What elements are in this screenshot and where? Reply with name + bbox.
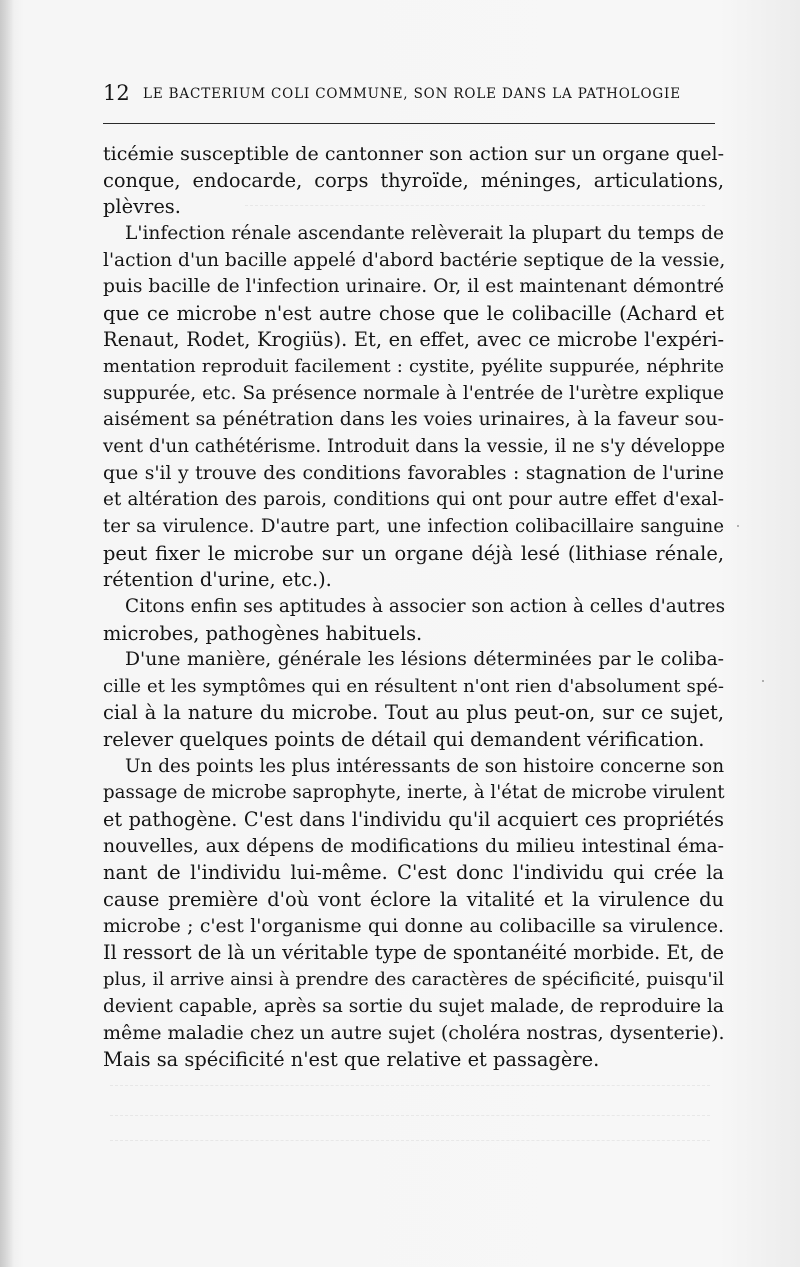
text-line: relever quelques points de détail qui demandent vérification. xyxy=(103,728,705,752)
text-line: microbe ; c'est l'organisme qui donne au colibacille sa virulence. xyxy=(103,915,724,937)
text-line: cause première d'où vont éclore la vitalité et la virulence du xyxy=(103,887,724,911)
running-header xyxy=(103,80,723,104)
text-line: suppurée, etc. Sa présence normale à l'entrée de l'urètre explique xyxy=(103,382,724,404)
text-line: cille et les symptômes qui en résultent n'ont rien d'absolument spé- xyxy=(103,675,724,697)
text-line: mentation reproduit facilement : cystite, pyélite suppurée, néphrite xyxy=(103,356,724,378)
paper-speck xyxy=(737,525,739,527)
show-through-mark xyxy=(110,1115,710,1117)
page-gutter-shadow xyxy=(0,0,14,1267)
text-line: nouvelles, aux dépens de modifications du milieu intestinal éma- xyxy=(103,835,724,857)
text-line: rétention d'urine, etc.). xyxy=(103,568,332,592)
running-head-title: LE BACTERIUM COLI COMMUNE, SON ROLE DANS LA PATHOLOGIE xyxy=(143,86,681,102)
header-rule xyxy=(103,123,715,124)
text-line: Un des points les plus intéressants de son histoire concerne son xyxy=(125,755,725,777)
text-line: Renaut, Rodet, Krogiüs). Et, en effet, avec ce microbe l'expéri- xyxy=(103,328,724,352)
text-line: même maladie chez un autre sujet (choléra nostras, dysenterie). xyxy=(103,1022,725,1045)
text-line: D'une manière, générale les lésions déterminées par le coliba- xyxy=(125,649,724,671)
text-line: Il ressort de là un véritable type de spontanéité morbide. Et, de xyxy=(103,941,724,965)
text-line: et pathogène. C'est dans l'individu qu'il acquiert ces propriétés xyxy=(103,808,724,832)
body-text xyxy=(103,141,724,1073)
text-line: microbes, pathogènes habituels. xyxy=(103,621,423,645)
text-line: que ce microbe n'est autre chose que le colibacille (Achard et xyxy=(103,301,724,325)
text-line: ter sa virulence. D'autre part, une infection colibacillaire sanguine xyxy=(103,515,724,537)
text-line: que s'il y trouve des conditions favorables : stagnation de l'urine xyxy=(103,462,724,484)
text-line: Citons enfin ses aptitudes à associer son action à celles d'autres xyxy=(125,595,726,617)
text-line: L'infection rénale ascendante relèverait la plupart du temps de xyxy=(125,222,724,244)
text-line: plus, il arrive ainsi à prendre des caractères de spécificité, puisqu'il xyxy=(103,968,724,990)
text-line: et altération des parois, conditions qui ont pour autre effet d'exal- xyxy=(103,489,724,511)
text-line: ticémie susceptible de cantonner son action sur un organe quel- xyxy=(103,143,724,165)
text-line: vent d'un cathétérisme. Introduit dans la vessie, il ne s'y développe xyxy=(103,436,726,458)
text-line: nant de l'individu lui-même. C'est donc l'individu qui crée la xyxy=(103,861,724,885)
text-line: Mais sa spécificité n'est que relative et passagère. xyxy=(103,1047,600,1071)
page-number: 12 xyxy=(103,81,130,105)
text-line: devient capable, après sa sortie du sujet malade, de reproduire la xyxy=(103,995,724,1017)
text-line: puis bacille de l'infection urinaire. Or, il est maintenant démontré xyxy=(103,276,724,298)
text-line: conque, endocarde, corps thyroïde, méninges, articulations, xyxy=(103,168,724,192)
text-line: plèvres. xyxy=(103,195,181,219)
text-line: peut fixer le microbe sur un organe déjà lesé (lithiase rénale, xyxy=(103,541,724,565)
text-line: l'action d'un bacille appelé d'abord bactérie septique de la vessie, xyxy=(103,249,726,271)
paper-speck xyxy=(762,680,764,682)
show-through-mark xyxy=(110,1140,710,1142)
text-line: cial à la nature du microbe. Tout au plus peut-on, sur ce sujet, xyxy=(103,701,724,725)
show-through-mark xyxy=(110,1085,710,1087)
text-line: passage de microbe saprophyte, inerte, à l'état de microbe virulent xyxy=(103,782,725,804)
text-line: aisément sa pénétration dans les voies urinaires, à la faveur sou- xyxy=(103,409,724,431)
